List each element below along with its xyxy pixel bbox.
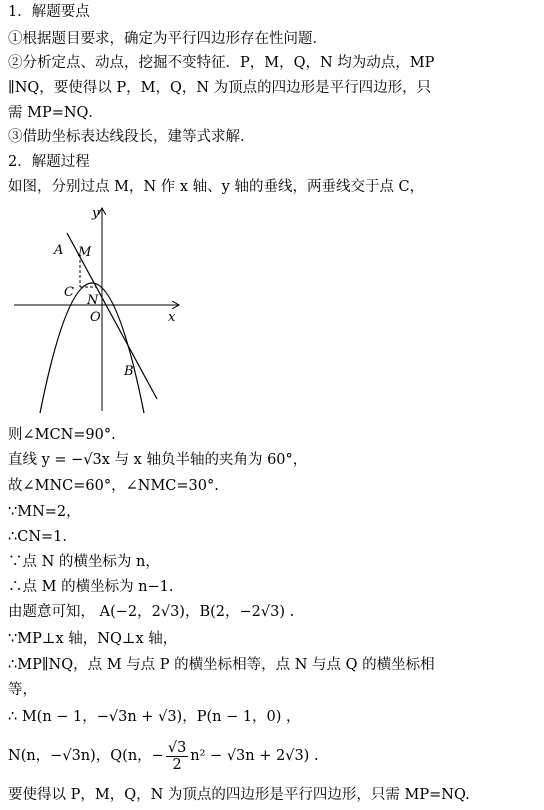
label-y: y <box>92 206 100 221</box>
text-line: ①根据题目要求，确定为平行四边形存在性问题． <box>8 31 327 47</box>
text-line: ∴MP∥NQ，点 M 与点 P 的横坐标相等，点 N 与点 Q 的横坐标相 <box>8 657 435 673</box>
text-line: ∴ M(n − 1，−√3n + √3)，P(n − 1，0) ， <box>8 709 301 725</box>
text-line: 由题意可知， A(−2，2√3)，B(2，−2√3) . <box>8 604 295 620</box>
text-line: ∥NQ，要使得以 P，M，Q，N 为顶点的四边形是平行四边形，只 <box>8 80 432 96</box>
section-heading-solution: 2．解题过程 <box>8 154 90 170</box>
text-line: 如图，分别过点 M，N 作 x 轴、y 轴的垂线，两垂线交于点 C， <box>8 179 425 195</box>
fraction-denominator: 2 <box>172 756 182 773</box>
formula-right: n² − √3n + 2√3) . <box>190 748 319 764</box>
fraction <box>166 740 188 773</box>
label-a: A <box>54 243 64 258</box>
text-line: ∴点 M 的横坐标为 n−1. <box>8 579 174 595</box>
formula-left: N(n，−√3n)，Q(n，− <box>8 748 164 764</box>
parabola-line-diagram <box>12 203 184 415</box>
label-n: N <box>87 293 99 308</box>
text-line: ∵MP⊥x 轴，NQ⊥x 轴， <box>8 631 178 647</box>
text-line: ∴CN=1. <box>8 529 67 545</box>
text-line: ∵MN=2， <box>8 504 81 520</box>
text-line: ②分析定点、动点，挖掘不变特征．P，M，Q，N 均为动点，MP <box>8 55 435 71</box>
text-line: 要使得以 P，M，Q，N 为顶点的四边形是平行四边形，只需 MP=NQ. <box>8 787 470 803</box>
label-x: x <box>168 310 176 325</box>
fraction-numerator: √3 <box>167 739 187 756</box>
label-o: O <box>90 310 101 325</box>
label-b: B <box>124 364 134 379</box>
formula-line <box>8 738 319 774</box>
text-line: 则∠MCN=90°. <box>8 427 116 443</box>
label-c: C <box>64 285 74 300</box>
text-line: ∵点 N 的横坐标为 n， <box>8 554 160 570</box>
text-line: 故∠MNC=60°，∠NMC=30°. <box>8 478 219 494</box>
text-line: 需 MP=NQ． <box>8 105 103 121</box>
text-line: 直线 y = −√3x 与 x 轴负半轴的夹角为 60°， <box>8 452 308 468</box>
text-line: 等， <box>8 682 37 698</box>
section-heading-key-points: 1．解题要点 <box>8 4 90 20</box>
label-m: M <box>78 245 92 260</box>
text-line: ③借助坐标表达线段长，建等式求解． <box>8 129 255 145</box>
